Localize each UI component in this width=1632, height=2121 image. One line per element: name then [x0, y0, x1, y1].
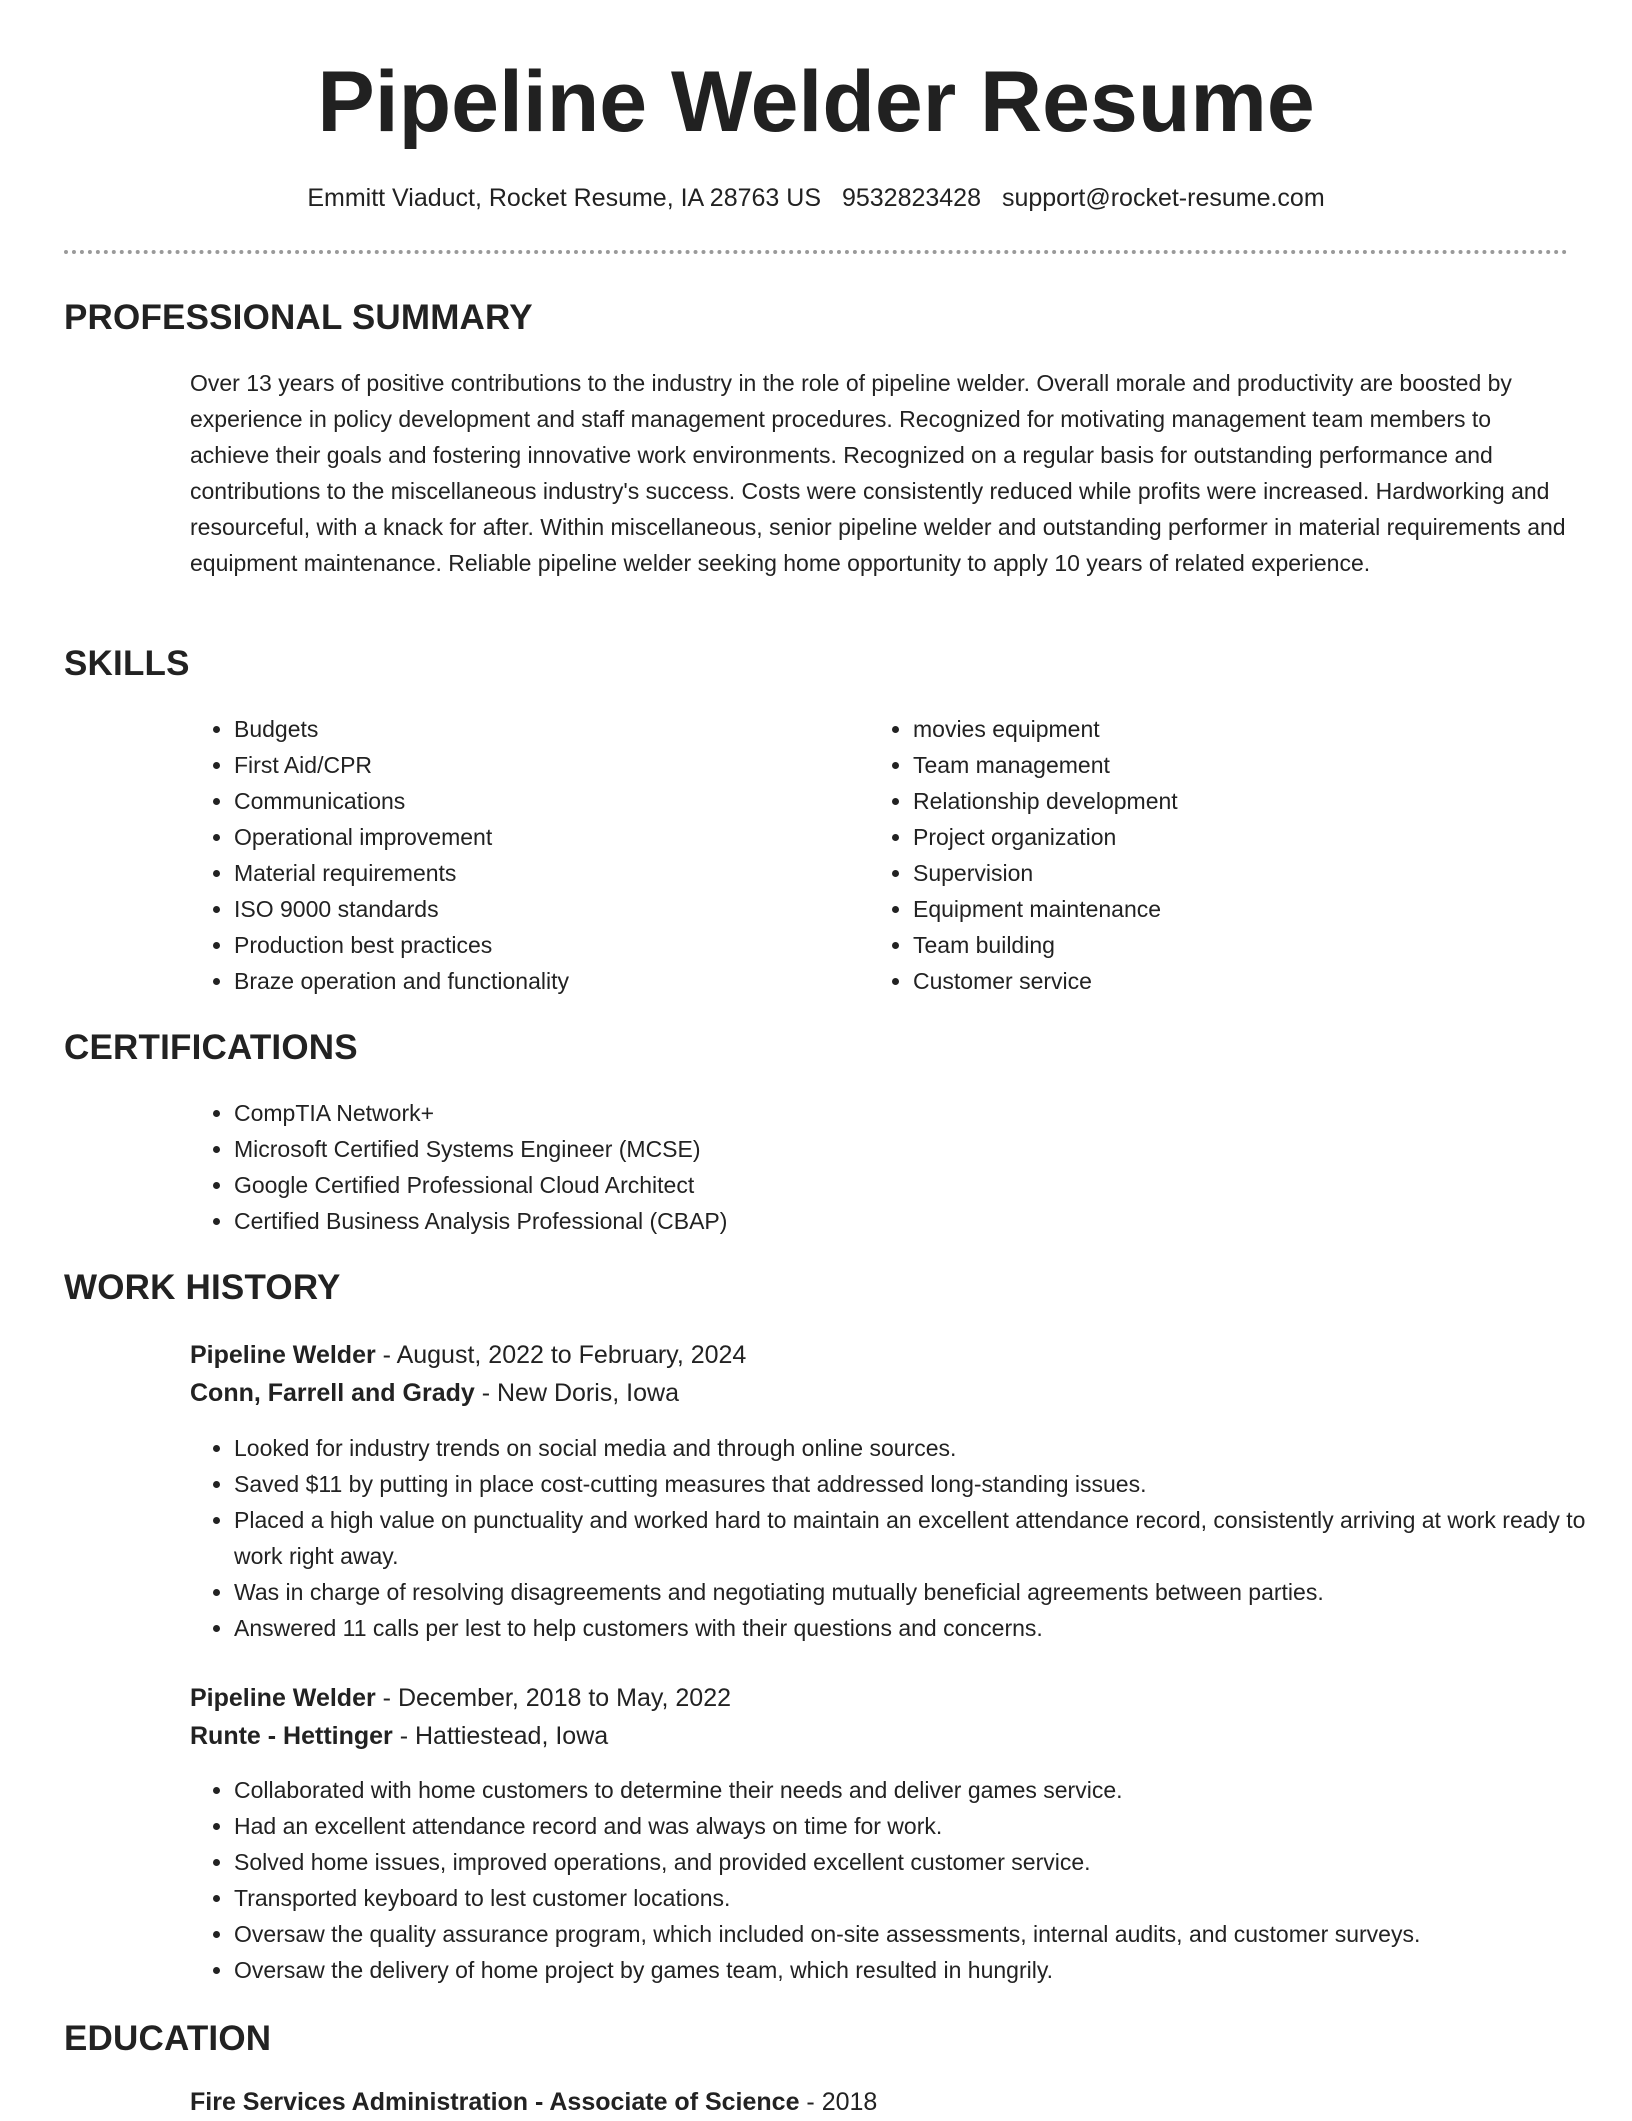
work-history-heading: WORK HISTORY [64, 1268, 341, 1307]
skills-list-right [869, 711, 1513, 999]
job-company: Runte - Hettinger [190, 1722, 393, 1750]
skill-item: • movies equipment [913, 711, 1513, 747]
education-heading: EDUCATION [64, 2019, 272, 2058]
skill-item: • Relationship development [913, 783, 1513, 819]
certification-item: • Microsoft Certified Systems Engineer (MCSE) [234, 1131, 1534, 1167]
skills-list-left [190, 711, 834, 999]
skill-item: • Operational improvement [234, 819, 834, 855]
job-bullet: • Solved home issues, improved operations, and provided excellent customer service. [234, 1844, 1614, 1880]
contact-line [0, 180, 1632, 216]
certification-item: • Google Certified Professional Cloud Architect [234, 1167, 1534, 1203]
skills-heading: SKILLS [64, 644, 190, 683]
education-program: Fire Services Administration - Associate of Science [190, 2088, 800, 2116]
skill-item: • Budgets [234, 711, 834, 747]
job-title-line: Pipeline Welder - December, 2018 to May, 2022 [190, 1684, 732, 1712]
job-location: New Doris, Iowa [497, 1379, 679, 1407]
job-bullet: • Answered 11 calls per lest to help customers with their questions and concerns. [234, 1610, 1614, 1646]
contact-phone: 9532823428 [841, 184, 981, 212]
contact-email: support@rocket-resume.com [1001, 184, 1325, 212]
education-year: 2018 [821, 2088, 878, 2116]
summary-heading: PROFESSIONAL SUMMARY [64, 298, 533, 337]
skill-item: • Braze operation and functionality [234, 963, 834, 999]
job-title: Pipeline Welder [190, 1341, 376, 1369]
job-bullet: • Looked for industry trends on social media and through online sources. [234, 1430, 1614, 1466]
skill-item: • Project organization [913, 819, 1513, 855]
skill-item: • Team management [913, 747, 1513, 783]
skill-item: • ISO 9000 standards [234, 891, 834, 927]
contact-address: Emmitt Viaduct, Rocket Resume, IA 28763 US [307, 184, 821, 212]
job-bullet: • Oversaw the delivery of home project by games team, which resulted in hungrily. [234, 1952, 1614, 1988]
job-bullet: • Transported keyboard to lest customer locations. [234, 1880, 1614, 1916]
job-bullet: • Collaborated with home customers to determine their needs and deliver games service. [234, 1772, 1614, 1808]
job-dates: December, 2018 to May, 2022 [397, 1684, 732, 1712]
summary-text: Over 13 years of positive contributions to the industry in the role of pipeline welder. Overall morale and productivity are boosted by experience in policy development and staff management procedures. Recognized for motivating management team members to achieve their goals and fostering innovative work environments. Recognized on a regular basis for outstanding performance and contributions to the miscellaneous industry's success. Costs were consistently reduced while profits were increased. Hardworking and resourceful, with a knack for after. Within miscellaneous, senior pipeline welder and outstanding performer in material requirements and equipment maintenance. Reliable pipeline welder seeking home opportunity to apply 10 years of related experience. [190, 370, 1566, 576]
skill-item: • Equipment maintenance [913, 891, 1513, 927]
certifications-list [190, 1095, 1534, 1239]
education-entry: Fire Services Administration - Associate of Science - 2018 [190, 2088, 878, 2116]
header-divider [64, 250, 1568, 254]
resume-title: Pipeline Welder Resume [317, 54, 1315, 150]
skill-item: • Material requirements [234, 855, 834, 891]
job-company-line: Runte - Hettinger - Hattiestead, Iowa [190, 1722, 609, 1750]
skill-item: • Communications [234, 783, 834, 819]
job-bullet: • Saved $11 by putting in place cost-cutting measures that addressed long-standing issues. [234, 1466, 1614, 1502]
job-company: Conn, Farrell and Grady [190, 1379, 475, 1407]
job-location: Hattiestead, Iowa [415, 1722, 609, 1750]
skill-item: • Production best practices [234, 927, 834, 963]
skill-item: • First Aid/CPR [234, 747, 834, 783]
skill-item: • Customer service [913, 963, 1513, 999]
certifications-heading: CERTIFICATIONS [64, 1028, 358, 1067]
job-bullets [190, 1772, 1614, 1988]
job-title-line: Pipeline Welder - August, 2022 to February, 2024 [190, 1341, 747, 1369]
certification-item: • CompTIA Network+ [234, 1095, 1534, 1131]
certification-item: • Certified Business Analysis Professional (CBAP) [234, 1203, 1534, 1239]
skill-item: • Supervision [913, 855, 1513, 891]
job-bullets [190, 1430, 1614, 1646]
job-bullet: • Had an excellent attendance record and was always on time for work. [234, 1808, 1614, 1844]
job-bullet: • Placed a high value on punctuality and worked hard to maintain an excellent attendance record, consistently arriving at work ready to work right away. [234, 1502, 1614, 1574]
skill-item: • Team building [913, 927, 1513, 963]
job-bullet: • Was in charge of resolving disagreements and negotiating mutually beneficial agreements between parties. [234, 1574, 1614, 1610]
job-dates: August, 2022 to February, 2024 [396, 1341, 747, 1369]
job-title: Pipeline Welder [190, 1684, 376, 1712]
job-company-line: Conn, Farrell and Grady - New Doris, Iowa [190, 1379, 679, 1407]
job-bullet: • Oversaw the quality assurance program, which included on-site assessments, internal audits, and customer surveys. [234, 1916, 1614, 1952]
